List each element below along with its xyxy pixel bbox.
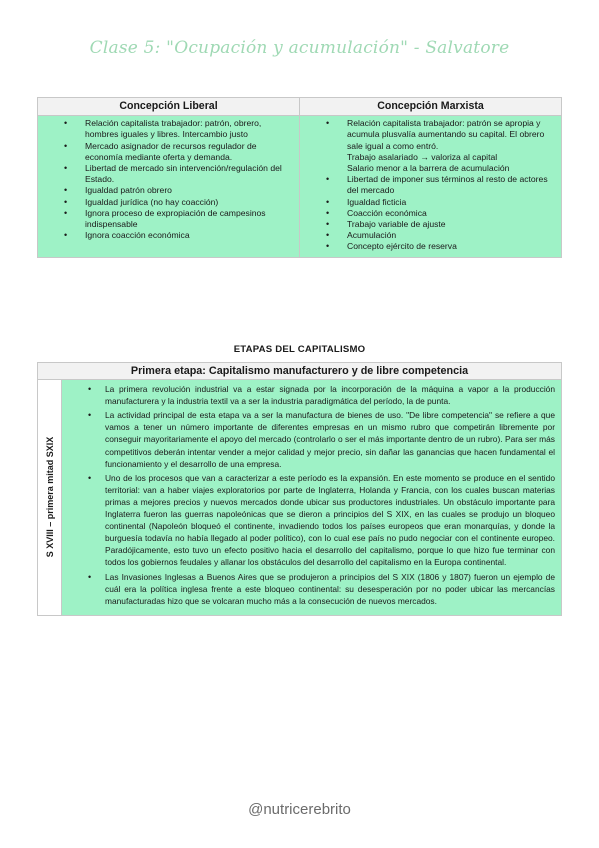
stage-item: • Uno de los procesos que van a caracterizar a este período es la expansión. En este momento se produce en el sentido territorial: van a haber viajes exploratorios por parte de Inglaterra, Holanda y Francia, con los cuales buscan materias primas a mejores precios y nuevos mercados donde ubicar sus productores industriales. Un obstáculo importante para Inglaterra fueron las guerras napoleónicas que se dieron a principios del S XIX, en las cuales se produjo un bloqueo continental (Napoleón bloqueó el continente, invadiendo todos los países europeos que eran monarquías, y donde la burguesía todavía no había llegado al poder político), con lo cual ese país no pudo negociar con el continente europeo. Paradójicamente, esto tuvo un efecto positivo hacia el desarrollo del capitalismo, porque lo que hizo fue terminar con todos los gobiernos feudales y allanar los obstáculos del desarrollo del capitalismo en la Europa continental.: [66, 472, 555, 569]
header-marxist: Concepción Marxista: [300, 98, 562, 116]
stage-body: [62, 380, 562, 616]
marxist-item: • Concepto ejército de reserva: [304, 241, 555, 252]
period-cell: [38, 380, 62, 616]
concepts-table: [37, 97, 562, 258]
liberal-item: • Relación capitalista trabajador: patrón, obrero, hombres iguales y libres. Intercambio justo: [42, 118, 293, 140]
marxist-list: [304, 118, 555, 252]
stage-list: [66, 383, 555, 607]
stage-title: Primera etapa: Capitalismo manufacturero y de libre competencia: [38, 363, 562, 380]
stage-item: • La primera revolución industrial va a estar signada por la incorporación de la máquina a vapor a la producción manufacturera y la industria textil va a ser la industria paradigmática del período, la de punta.: [66, 383, 555, 407]
document-title: Clase 5: "Ocupación y acumulación" - Salvatore: [89, 38, 510, 58]
liberal-item: • Libertad de mercado sin intervención/regulación del Estado.: [42, 163, 293, 185]
footer-handle: @nutricerebrito: [248, 801, 351, 818]
marxist-item: [304, 118, 555, 174]
marxist-item: • Libertad de imponer sus términos al resto de actores del mercado: [304, 174, 555, 196]
marxist-item: • Trabajo variable de ajuste: [304, 219, 555, 230]
stage-item: • Las Invasiones Inglesas a Buenos Aires que se produjeron a principios del S XIX (1806 y 1807) fueron un ejemplo de cuál era la política inglesa frente a este bloqueo continental: su desesperación por no poder ubicar las mercancías manufacturadas hizo que se volcaran mucho más a la consecución de nuevos mercados.: [66, 571, 555, 607]
stage-item: • La actividad principal de esta etapa va a ser la manufactura de bienes de uso. "De libre competencia" se refiere a que vamos a tener un número importante de diferentes empresas en un mismo rubro que competirán libremente por conseguir mayoritariamente el apoyo del mercado (controlarlo o ser el más importante dentro de un rubro). Para ser más competitivos deberán intentar vender a mejor calidad y mejor precio, sin dañar las ganancias que hacen fundamental el funcionamiento y el desarrollo de una empresa.: [66, 409, 555, 469]
marxist-item: • Coacción económica: [304, 208, 555, 219]
section-title: ETAPAS DEL CAPITALISMO: [233, 344, 366, 355]
liberal-item: • Mercado asignador de recursos regulador de economía mediante oferta y demanda.: [42, 141, 293, 163]
marxist-extra-line: Salario menor a la barrera de acumulación: [347, 163, 510, 174]
liberal-item: • Ignora proceso de expropiación de campesinos indispensable: [42, 208, 293, 230]
marxist-item: • Igualdad ficticia: [304, 197, 555, 208]
marxist-item: • Acumulación: [304, 230, 555, 241]
marxist-cell: [300, 116, 562, 257]
liberal-item: • Igualdad patrón obrero: [42, 185, 293, 196]
stage-table: [37, 362, 562, 616]
liberal-cell: [38, 116, 300, 257]
header-liberal: Concepción Liberal: [38, 98, 300, 116]
liberal-item: • Ignora coacción económica: [42, 230, 293, 241]
period-label: S XVIII – primera mitad SXIX: [44, 437, 55, 558]
liberal-item: • Igualdad jurídica (no hay coacción): [42, 197, 293, 208]
liberal-list: [42, 118, 293, 241]
marxist-extra-line: Trabajo asalariado → valoriza al capital: [347, 151, 498, 162]
marxist-item-text: Relación capitalista trabajador: patrón se apropia y acumula plusvalía aumentando su capital. El obrero sale igual a como entró.: [347, 118, 545, 151]
